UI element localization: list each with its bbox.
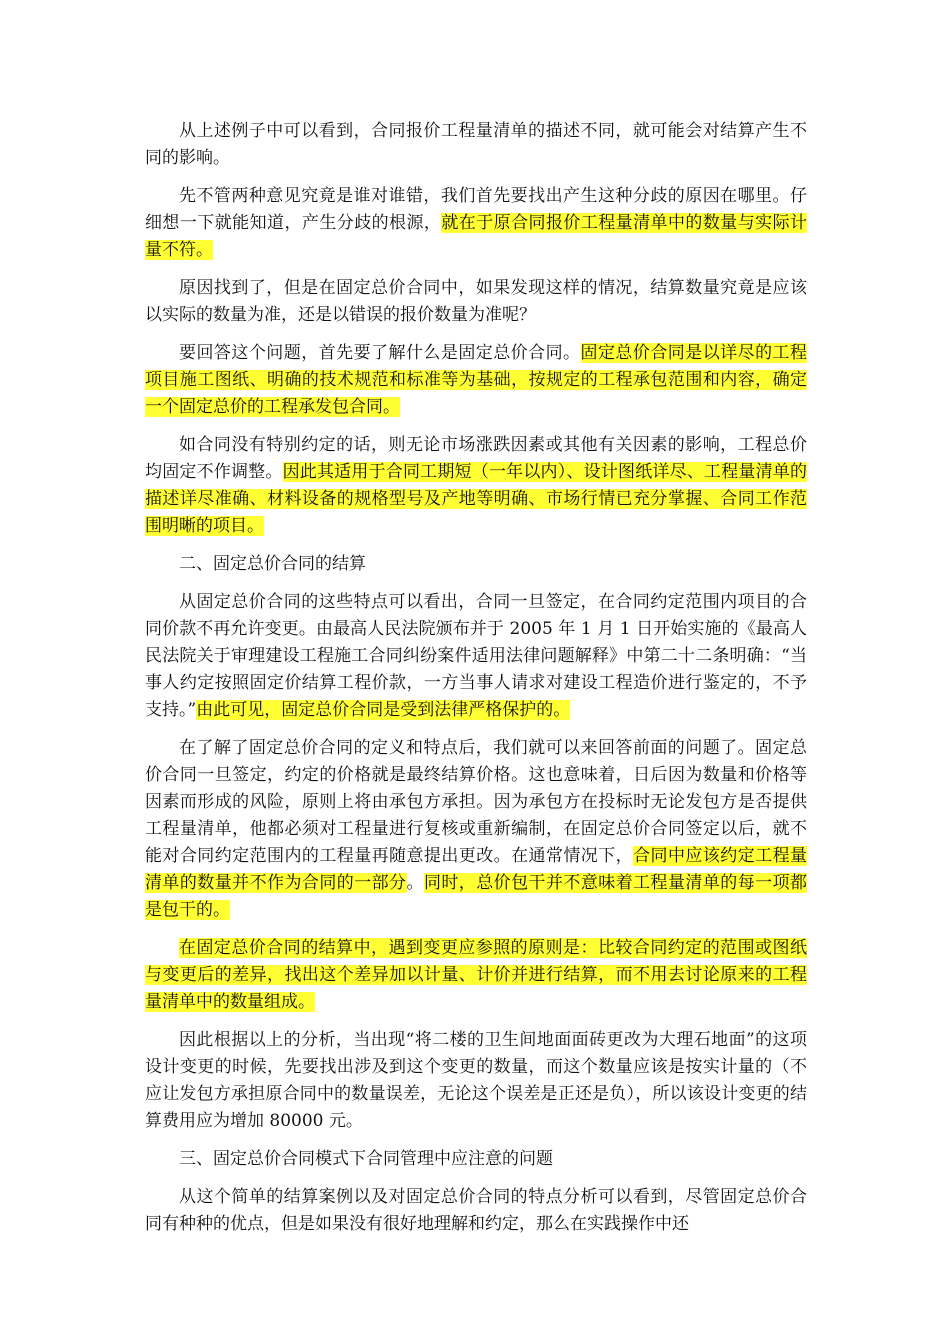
body-paragraph	[145, 118, 807, 172]
paragraph-text: 三、固定总价合同模式下合同管理中应注意的问题	[179, 1149, 553, 1169]
body-paragraph	[145, 935, 807, 1016]
paragraph-text: 从这个简单的结算案例以及对固定总价合同的特点分析可以看到，尽管固定总价合同有种种的优点，但是如果没有很好地理解和约定，那么在实践操作中还	[145, 1187, 807, 1234]
paragraph-text: 。	[406, 873, 424, 893]
paragraph-text: 如合同没有特别约定的话，则无论市场涨跌因素或其他有关因素的影响，工程总价均固定不作调整。	[145, 435, 807, 482]
body-paragraph	[145, 1184, 807, 1238]
highlighted-text: 同时，总价包干并不意味着工程量清单的每一项都是包干的。	[145, 873, 808, 920]
highlighted-text: 合同中应该约定工程量清单的数量并不作为合同的一部分	[145, 846, 808, 893]
paragraph-text: 从上述例子中可以看到，合同报价工程量清单的描述不同，就可能会对结算产生不同的影响。	[145, 121, 807, 168]
highlighted-text: 固定总价合同是以详尽的工程项目施工图纸、明确的技术规范和标准等为基础，按规定的工程承包范围和内容，确定一个固定总价的工程承发包合同。	[145, 343, 808, 417]
body-paragraph	[145, 275, 807, 329]
paragraph-text: 因此根据以上的分析，当出现“将二楼的卫生间地面面砖更改为大理石地面”的这项设计变更的时候，先要找出涉及到这个变更的数量，而这个数量应该是按实计量的（不应让发包方承担原合同中的数量误差，无论这个误差是正还是负），所以该设计变更的结算费用应为增加 80000 元。	[145, 1030, 807, 1131]
body-paragraph	[145, 1027, 807, 1135]
paragraph-text: 先不管两种意见究竟是谁对谁错，我们首先要找出产生这种分歧的原因在哪里。仔细想一下就能知道，产生分歧的根源，	[145, 186, 807, 233]
paragraph-text: 在了解了固定总价合同的定义和特点后，我们就可以来回答前面的问题了。固定总价合同一旦签定，约定的价格就是最终结算价格。这也意味着，日后因为数量和价格等因素而形成的风险，原则上将由承包方承担。因为承包方在投标时无论发包方是否提供工程量清单，他都必须对工程量进行复核或重新编制，在固定总价合同签定以后，就不能对合同约定范围内的工程量再随意提出更改。在通常情况下，	[145, 738, 807, 866]
highlighted-text: 就在于原合同报价工程量清单中的数量与实际计量不符。	[145, 213, 808, 260]
paragraph-text: 要回答这个问题，首先要了解什么是固定总价合同。	[179, 343, 581, 363]
body-paragraph	[145, 735, 807, 924]
body-paragraph	[145, 183, 807, 264]
document-page	[145, 118, 807, 1249]
highlighted-text: 在固定总价合同的结算中，遇到变更应参照的原则是：比较合同约定的范围或图纸与变更后的差异，找出这个差异加以计量、计价并进行结算，而不用去讨论原来的工程量清单中的数量组成。	[145, 938, 807, 1012]
section-heading	[145, 551, 807, 578]
highlighted-text: 因此其适用于合同工期短（一年以内）、设计图纸详尽、工程量清单的描述详尽准确、材料设备的规格型号及产地等明确、市场行情已充分掌握、合同工作范围明晰的项目。	[145, 462, 808, 536]
body-paragraph	[145, 589, 807, 724]
body-paragraph	[145, 340, 807, 421]
highlighted-text: 由此可见，固定总价合同是受到法律严格保护的。	[196, 700, 571, 720]
paragraph-text: 二、固定总价合同的结算	[179, 554, 366, 574]
paragraph-text: 原因找到了，但是在固定总价合同中，如果发现这样的情况，结算数量究竟是应该以实际的数量为准，还是以错误的报价数量为准呢？	[145, 278, 807, 325]
section-heading	[145, 1146, 807, 1173]
paragraph-text: 从固定总价合同的这些特点可以看出，合同一旦签定，在合同约定范围内项目的合同价款不再允许变更。由最高人民法院颁布并于 2005 年 1 月 1 日开始实施的《最高人民法院关于审理建设工程施工合同纠纷案件适用法律问题解释》中第二十二条明确：“当事人约定按照固定价结算工程价款，一方当事人请求对建设工程造价进行鉴定的，不予支持。”	[145, 592, 807, 720]
body-paragraph	[145, 432, 807, 540]
